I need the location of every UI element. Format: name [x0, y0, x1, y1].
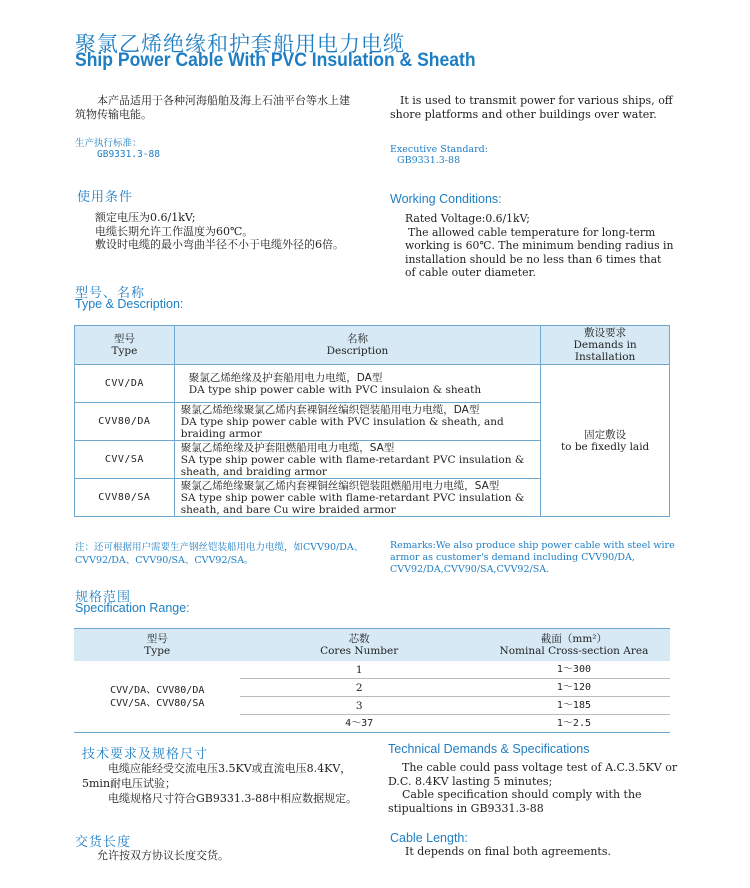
length-heading-cn: 交货长度 [75, 835, 132, 850]
desc-cn: 聚氯乙烯绝缘聚氯乙烯内套裸铜丝编织铠装船用电力电缆，DA型 [180, 403, 480, 416]
standard-label-en: Executive Standard: [390, 144, 488, 155]
table-row [74, 661, 670, 679]
section-cell: 1～2.5 [556, 717, 591, 729]
spec-col-cores [240, 629, 477, 662]
length-text-cn: 允许按双方协议长度交货。 [97, 849, 229, 862]
standard-value-en: GB9331.3-88 [397, 155, 461, 166]
spec-col-cores-cn: 芯数 [348, 633, 370, 645]
tech-line-en: The cable could pass voltage test of A.C.3.5KV or D.C. 8.4KV lasting 5 minutes; [388, 761, 678, 788]
desc-en: DA type ship power cable with PVC insulaion & sheath [188, 383, 482, 396]
spec-col-cores-en: Cores Number [320, 645, 399, 657]
desc-cn: 聚氯乙烯绝缘聚氯乙烯内套裸铜丝编织铠装阻燃船用电力电缆，SA型 [180, 479, 500, 492]
spec-types-line: CVV/DA、CVV80/DA [110, 684, 205, 696]
section-cell: 1～120 [478, 679, 670, 697]
col-desc-en: Description [326, 345, 389, 357]
spec-types-line: CVV/SA、CVV80/SA [110, 697, 205, 709]
col-type-cn: 型号 [113, 333, 135, 345]
conditions-list-en [405, 212, 675, 280]
desc-en: SA type ship power cable with flame-retardant PVC insulation & sheath, and bare Cu wire braided armor [180, 491, 525, 516]
col-desc-header [174, 326, 540, 365]
section-cell: 1～185 [478, 697, 670, 715]
tech-line-en: Cable specification should comply with the stipualtions in GB9331.3-88 [388, 788, 642, 815]
title-cn: 聚氯乙烯绝缘和护套船用电力电缆 [75, 32, 405, 56]
conditions-list-cn [95, 211, 360, 252]
col-desc-cn: 名称 [346, 333, 368, 345]
conditions-heading-cn: 使用条件 [77, 190, 134, 205]
desc-cn: 聚氯乙烯绝缘及护套船用电力电缆，DA型 [188, 371, 383, 384]
type-cell: CVV/SA [75, 441, 175, 479]
spec-table [74, 628, 670, 733]
tech-list-en [388, 761, 683, 815]
desc-cell [174, 365, 540, 403]
spec-col-section [478, 629, 670, 662]
table-row [75, 365, 670, 403]
spec-header-row [74, 629, 670, 662]
col-type-header [75, 326, 175, 365]
conditions-line-en: Rated Voltage:0.6/1kV; [405, 212, 530, 225]
spec-types-cell [74, 661, 240, 733]
col-type-en: Type [111, 345, 138, 357]
col-inst-en: Demands in Installation [573, 339, 637, 363]
col-inst-cn: 敷设要求 [584, 327, 627, 339]
intro-cn: 本产品适用于各种河海船舶及海上石油平台等水上建筑物传输电能。 [75, 94, 350, 121]
tech-heading-cn: 技术要求及规格尺寸 [82, 747, 209, 762]
spec-col-type-cn: 型号 [146, 633, 168, 645]
spec-heading-en: Specification Range: [75, 601, 190, 615]
spec-col-type [74, 629, 240, 662]
spec-col-section-en: Nominal Cross-section Area [499, 645, 649, 657]
length-text-en: It depends on final both agreements. [405, 845, 611, 858]
cores-cell: 1 [240, 661, 477, 679]
length-heading-en: Cable Length: [390, 831, 468, 845]
tech-line-cn: 电缆应能经受交流电压3.5KV或直流电压8.4KV，5min耐电压试验； [82, 762, 352, 790]
conditions-heading-en: Working Conditions: [390, 192, 502, 206]
col-inst-header [541, 326, 670, 365]
install-en: to be fixedly laid [560, 440, 650, 453]
cores-cell: 3 [240, 697, 477, 715]
tech-line-cn: 电缆规格尺寸符合GB9331.3-88中相应数据规定。 [108, 792, 358, 805]
type-cell: CVV80/DA [75, 403, 175, 441]
type-description-table [74, 325, 670, 517]
note-en: Remarks:We also produce ship power cable with steel wire armor as customer's demand including CVV90/DA, CVV92/DA,CVV90/SA,CVV92/SA. [390, 540, 675, 575]
spec-col-section-cn: 截面（mm²） [540, 633, 608, 645]
section-cell: 1～300 [478, 661, 670, 679]
intro-en: It is used to transmit power for various ships, off shore platforms and other buildings over water. [390, 94, 673, 121]
install-cn: 固定敷设 [584, 428, 627, 441]
conditions-line-cn: 电缆长期允许工作温度为60℃。 [95, 224, 254, 238]
standard-label-cn: 生产执行标准： [75, 138, 142, 149]
conditions-line-cn: 额定电压为0.6/1kV; [95, 211, 196, 224]
desc-cell [174, 403, 540, 441]
cores-cell: 4～37 [345, 717, 374, 729]
standard-value-cn: GB9331.3-88 [97, 149, 160, 160]
tech-list-cn [82, 761, 360, 806]
note-cn: 注：还可根据用户需要生产钢丝铠装船用电力电缆，如CVV90/DA、CVV92/DA、CVV90/SA、CVV92/SA。 [75, 542, 364, 566]
conditions-line-cn: 敷设时电缆的最小弯曲半径不小于电缆外径的6倍。 [95, 238, 344, 251]
spec-col-type-en: Type [144, 645, 171, 657]
cores-cell: 2 [240, 679, 477, 697]
conditions-line-en: The allowed cable temperature for long-term working is 60℃. The minimum bending radius in installation should be no less than 6 times that of cable outer diameter. [405, 225, 674, 279]
desc-cell [174, 479, 540, 517]
type-cell: CVV80/SA [75, 479, 175, 517]
install-cell [541, 365, 670, 517]
title-en: Ship Power Cable With PVC Insulation & Sheath [75, 49, 476, 71]
type-heading-en: Type & Description: [75, 297, 184, 311]
type-cell: CVV/DA [75, 365, 175, 403]
desc-en: DA type ship power cable with PVC insulation & sheath, and braiding armor [180, 415, 504, 440]
type-heading-cn: 型号、名称 [75, 286, 146, 301]
desc-cn: 聚氯乙烯绝缘及护套阻燃船用电力电缆，SA型 [180, 441, 395, 454]
spec-heading-cn: 规格范围 [75, 590, 132, 605]
desc-en: SA type ship power cable with flame-retardant PVC insulation & sheath, and braiding armor [180, 453, 525, 478]
desc-cell [174, 441, 540, 479]
tech-heading-en: Technical Demands & Specifications [388, 742, 590, 756]
